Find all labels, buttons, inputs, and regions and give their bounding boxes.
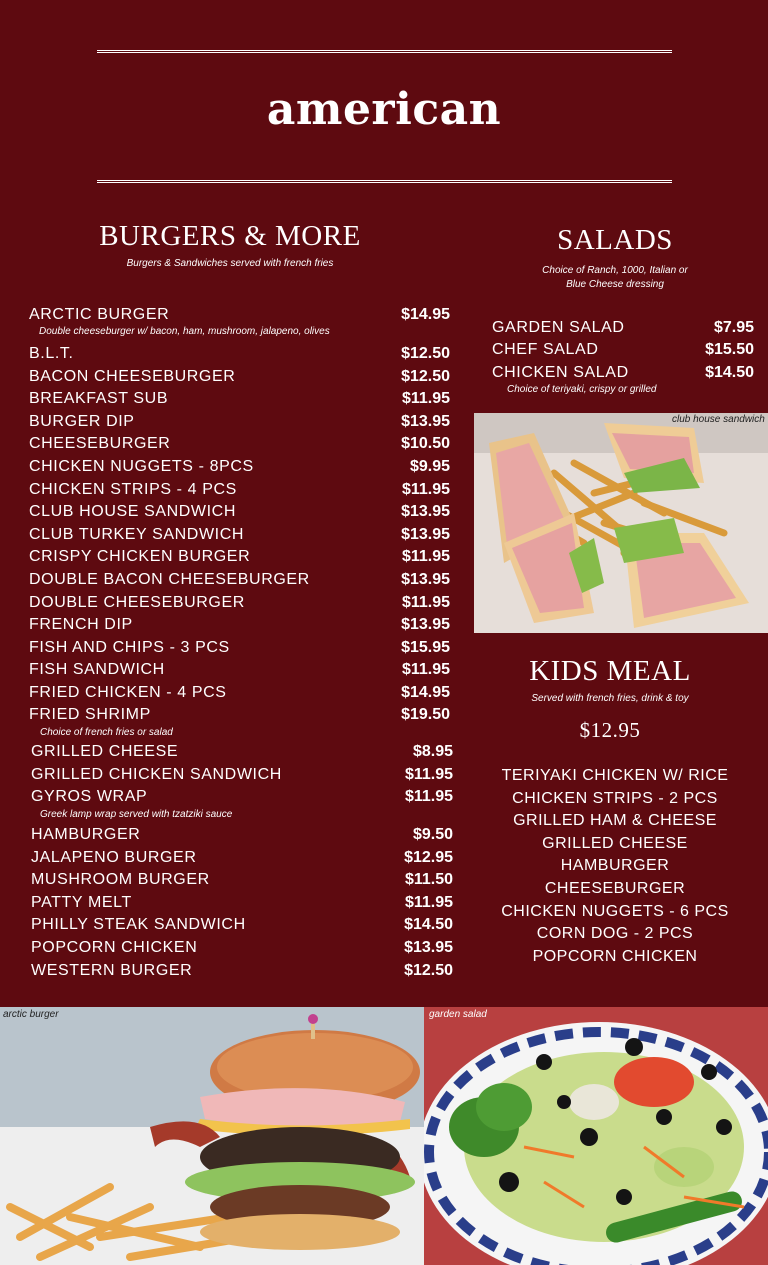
kids-meal-item: CHICKEN STRIPS - 2 PCS xyxy=(512,789,718,807)
burger-item-price: $13.95 xyxy=(401,526,450,543)
burger-item-note: Double cheeseburger w/ bacon, ham, mushroom, jalapeno, olives xyxy=(39,326,330,337)
menu-title: american xyxy=(266,84,502,135)
arctic-burger-caption: arctic burger xyxy=(3,1009,59,1020)
burger-item-name: CRISPY CHICKEN BURGER xyxy=(29,548,251,565)
burger-item-price: $11.95 xyxy=(401,481,450,498)
burger-item-name: WESTERN BURGER xyxy=(31,962,193,979)
kids-meal-item: CHEESEBURGER xyxy=(544,880,686,897)
burger-item-name: B.L.T. xyxy=(29,345,74,362)
kids-meal-title: KIDS MEAL xyxy=(529,655,691,687)
burger-item-price: $8.95 xyxy=(412,743,453,760)
burger-item-name: BREAKFAST SUB xyxy=(29,390,169,407)
burger-item-price: $13.95 xyxy=(404,939,453,956)
burger-item-price: $11.95 xyxy=(401,390,450,407)
kids-meal-item: CHICKEN NUGGETS - 6 PCS xyxy=(501,902,729,920)
burger-item-name: BURGER DIP xyxy=(29,413,135,430)
burger-item-price: $13.95 xyxy=(401,503,450,520)
burger-item-name: DOUBLE CHEESEBURGER xyxy=(29,594,245,611)
burger-item-name: GRILLED CHEESE xyxy=(31,743,179,760)
salad-item-name: CHICKEN SALAD xyxy=(492,364,629,381)
club-photo-caption: club house sandwich xyxy=(672,414,765,425)
kids-meal-price: $12.95 xyxy=(579,718,641,742)
arctic-burger-illustration xyxy=(0,1007,424,1265)
burger-item-name: BACON CHEESEBURGER xyxy=(29,368,236,385)
burger-item-price: $11.95 xyxy=(404,788,453,805)
kids-meal-item: GRILLED HAM & CHEESE xyxy=(513,812,717,830)
kids-meal-item: CORN DOG - 2 PCS xyxy=(536,925,694,943)
burger-item-name: GRILLED CHICKEN SANDWICH xyxy=(31,766,282,783)
burger-item-price: $14.95 xyxy=(401,684,450,701)
burger-item-price: $10.50 xyxy=(401,435,450,452)
burger-item-name: CHEESEBURGER xyxy=(29,435,171,452)
burger-item-price: $11.95 xyxy=(404,894,453,911)
burger-item-name: PHILLY STEAK SANDWICH xyxy=(31,916,246,933)
burger-item-name: CLUB TURKEY SANDWICH xyxy=(29,526,244,543)
bottom-rule xyxy=(97,180,672,183)
salad-item-name: CHEF SALAD xyxy=(492,341,599,358)
kids-meal-item: POPCORN CHICKEN xyxy=(532,947,698,965)
burger-item-name: MUSHROOM BURGER xyxy=(31,871,210,888)
burger-item-name: GYROS WRAP xyxy=(31,788,148,805)
burger-item-price: $12.50 xyxy=(401,345,450,362)
burger-item-name: FRENCH DIP xyxy=(29,616,133,633)
burger-item-price: $11.95 xyxy=(401,548,450,565)
club-sandwich-illustration xyxy=(474,413,768,633)
burger-item-price: $13.95 xyxy=(401,413,450,430)
burger-item-price: $11.95 xyxy=(401,594,450,611)
burger-item-price: $9.95 xyxy=(409,458,450,475)
burger-item-name: FISH SANDWICH xyxy=(29,661,165,678)
burger-item-name: FRIED SHRIMP xyxy=(29,706,151,723)
burger-item-name: CHICKEN NUGGETS - 8PCS xyxy=(29,458,254,475)
burger-item-price: $12.95 xyxy=(404,849,453,866)
salads-subtitle-line1: Choice of Ranch, 1000, Italian or xyxy=(542,265,688,276)
kids-meal-subtitle: Served with french fries, drink & toy xyxy=(531,693,689,704)
burger-item-name: FRIED CHICKEN - 4 PCS xyxy=(29,684,227,701)
top-rule xyxy=(97,50,672,53)
burger-item-price: $11.95 xyxy=(404,766,453,783)
salad-item-name: GARDEN SALAD xyxy=(492,319,625,336)
burger-item-name: JALAPENO BURGER xyxy=(31,849,197,866)
burger-item-name: CHICKEN STRIPS - 4 PCS xyxy=(29,481,237,498)
kids-meal-item: GRILLED CHEESE xyxy=(542,834,688,852)
club-house-sandwich-photo xyxy=(474,413,768,633)
burger-item-price: $19.50 xyxy=(401,706,450,723)
burger-item-price: $12.50 xyxy=(401,368,450,385)
burger-item-note: Greek lamp wrap served with tzatziki sauce xyxy=(40,809,233,820)
salads-subtitle-line2: Blue Cheese dressing xyxy=(566,279,664,290)
burger-item-price: $11.50 xyxy=(404,871,453,888)
burger-item-price: $13.95 xyxy=(401,571,450,588)
burger-item-price: $9.50 xyxy=(412,826,453,843)
burger-item-name: CLUB HOUSE SANDWICH xyxy=(29,503,236,520)
burger-item-name: ARCTIC BURGER xyxy=(29,306,170,323)
burger-item-price: $14.95 xyxy=(401,306,450,323)
burger-item-price: $11.95 xyxy=(401,661,450,678)
burger-item-price: $15.95 xyxy=(401,639,450,656)
burger-item-name: FISH AND CHIPS - 3 PCS xyxy=(29,639,230,656)
garden-salad-photo xyxy=(424,1007,768,1265)
arctic-burger-photo xyxy=(0,1007,424,1265)
burger-item-price: $14.50 xyxy=(404,916,453,933)
salad-item-note: Choice of teriyaki, crispy or grilled xyxy=(507,384,657,395)
salads-title: SALADS xyxy=(557,224,673,256)
salad-item-price: $14.50 xyxy=(705,364,754,381)
garden-salad-caption: garden salad xyxy=(429,1009,487,1020)
garden-salad-illustration xyxy=(424,1007,768,1265)
salad-item-price: $7.95 xyxy=(713,319,754,336)
salad-item-price: $15.50 xyxy=(705,341,754,358)
burger-item-name: DOUBLE BACON CHEESEBURGER xyxy=(29,571,310,588)
kids-meal-item: TERIYAKI CHICKEN W/ RICE xyxy=(501,767,729,784)
burger-item-price: $12.50 xyxy=(404,962,453,979)
burger-item-name: HAMBURGER xyxy=(31,826,141,843)
burger-item-price: $13.95 xyxy=(401,616,450,633)
burger-item-note: Choice of french fries or salad xyxy=(40,727,173,738)
burgers-subtitle: Burgers & Sandwiches served with french fries xyxy=(126,258,334,269)
burger-item-name: PATTY MELT xyxy=(31,894,132,911)
kids-meal-item: HAMBURGER xyxy=(560,857,670,875)
burger-item-name: POPCORN CHICKEN xyxy=(31,939,198,956)
burgers-title: BURGERS & MORE xyxy=(99,220,361,252)
